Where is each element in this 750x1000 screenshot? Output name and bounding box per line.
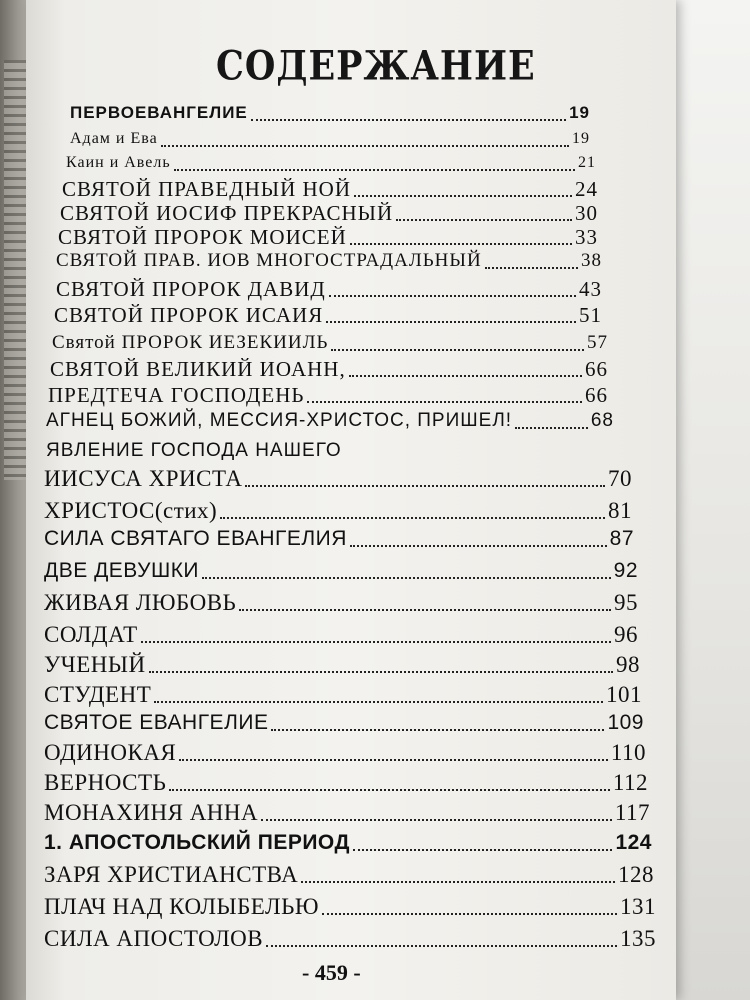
toc-leader-dots	[350, 545, 607, 547]
toc-entry	[44, 648, 640, 682]
toc-leader-dots	[239, 609, 611, 611]
toc-entry-title: СИЛА АПОСТОЛОВ	[44, 926, 264, 951]
toc-entry-title: ИИСУСА ХРИСТА	[44, 466, 243, 491]
toc-entry-title: СВЯТОЙ ВЕЛИКИЙ ИОАНН,	[50, 357, 346, 381]
toc-entry-page: 96	[614, 622, 638, 647]
toc-entry-title: ЯВЛЕНИЕ ГОСПОДА НАШЕГО	[46, 440, 342, 461]
toc-entry-page: 95	[614, 590, 638, 615]
toc-entry-title: ОДИНОКАЯ	[44, 740, 177, 765]
toc-leader-dots	[329, 295, 576, 297]
toc-leader-dots	[301, 881, 615, 883]
toc-entry	[44, 736, 646, 770]
toc-entry-page: 81	[608, 498, 632, 523]
toc-entry-title: СОЛДАТ	[44, 622, 138, 647]
toc-entry-title: СВЯТОЙ ПРОРОК ИСАИЯ	[54, 303, 324, 327]
toc-entry	[44, 922, 656, 956]
toc-entry	[44, 554, 638, 588]
toc-leader-dots	[353, 849, 612, 851]
toc-entry-title: ПЛАЧ НАД КОЛЫБЕЛЬЮ	[44, 894, 319, 919]
toc-entry-page: 87	[609, 527, 634, 550]
previous-page-edge	[4, 60, 26, 480]
toc-entry-page: 117	[614, 800, 650, 825]
toc-entry	[44, 462, 632, 496]
toc-leader-dots	[179, 759, 608, 761]
toc-leader-dots	[266, 945, 617, 947]
toc-entry-page: 33	[575, 225, 598, 249]
toc-entry-page: 19	[569, 103, 590, 122]
toc-entry-title: ПЕРВОЕВАНГЕЛИЕ	[70, 103, 248, 122]
toc-entry-title: ЖИВАЯ ЛЮБОВЬ	[44, 590, 237, 615]
toc-entry-title: АГНЕЦ БОЖИЙ, МЕССИЯ-ХРИСТОС, ПРИШЕЛ!	[46, 410, 513, 431]
toc-entry-page: 109	[607, 711, 644, 734]
toc-entry-title: ЗАРЯ ХРИСТИАНСТВА	[44, 862, 299, 887]
toc-leader-dots	[326, 321, 576, 323]
toc-entry-page: 21	[578, 154, 596, 171]
toc-entry-page: 66	[585, 357, 608, 381]
toc-leader-dots	[245, 485, 605, 487]
toc-entry	[44, 858, 654, 892]
toc-entry-title: Каин и Авель	[66, 154, 171, 171]
toc-entry-page: 92	[613, 559, 638, 582]
toc-entry-page: 128	[618, 862, 654, 887]
toc-entry-title: СВЯТОЙ ПРАВЕДНЫЙ НОЙ	[62, 177, 351, 201]
toc-entry-title: СВЯТОЙ ПРАВ. ИОВ МНОГОСТРАДАЛЬНЫЙ	[56, 250, 482, 271]
toc-entry-page: 66	[585, 383, 608, 407]
background-surface	[676, 0, 750, 1000]
page-heading: СОДЕРЖАНИЕ	[216, 42, 536, 91]
toc-entry-page: 135	[620, 926, 656, 951]
toc-leader-dots	[322, 913, 617, 915]
toc-entry-page: 110	[610, 740, 646, 765]
toc-leader-dots	[251, 119, 566, 121]
toc-entry-title: СТУДЕНТ	[44, 682, 152, 707]
toc-entry	[44, 522, 634, 556]
toc-leader-dots	[154, 701, 603, 703]
toc-entry-page: 30	[575, 201, 598, 225]
toc-entry-title: 1. АПОСТОЛЬСКИЙ ПЕРИОД	[44, 831, 350, 854]
toc-leader-dots	[307, 401, 582, 403]
toc-entry-page: 112	[612, 770, 648, 795]
toc-leader-dots	[331, 349, 584, 351]
toc-entry	[44, 706, 644, 740]
toc-leader-dots	[515, 427, 588, 429]
toc-leader-dots	[261, 819, 612, 821]
toc-entry-page: 38	[581, 250, 602, 271]
toc-entry-title: ХРИСТОС(стих)	[44, 498, 218, 523]
toc-entry-title: СВЯТОЙ ПРОРОК ДАВИД	[56, 277, 326, 301]
toc-entry-title: МОНАХИНЯ АННА	[44, 800, 259, 825]
toc-leader-dots	[485, 267, 578, 269]
toc-entry-title: СИЛА СВЯТАГО ЕВАНГЕЛИЯ	[44, 527, 347, 550]
toc-entry-title: СВЯТОЙ ПРОРОК МОИСЕЙ	[58, 225, 347, 249]
table-of-contents	[26, 0, 676, 1000]
toc-leader-dots	[349, 375, 582, 377]
toc-entry-page: 51	[579, 303, 602, 327]
toc-entry-page: 68	[590, 410, 614, 431]
toc-entry	[44, 890, 656, 924]
toc-leader-dots	[141, 641, 611, 643]
toc-entry-page: 43	[579, 277, 602, 301]
toc-entry-page: 131	[620, 894, 656, 919]
book-page	[26, 0, 676, 1000]
toc-section-heading	[44, 826, 652, 860]
toc-entry-page: 70	[608, 466, 632, 491]
toc-entry-title: СВЯТОЙ ИОСИФ ПРЕКРАСНЫЙ	[60, 201, 394, 225]
toc-entry	[44, 766, 648, 800]
toc-entry-page: 124	[615, 831, 652, 854]
toc-entry-page: 98	[616, 652, 640, 677]
toc-entry-title: Святой ПРОРОК ИЕЗЕКИИЛЬ	[52, 332, 329, 353]
toc-entry-page: 57	[587, 332, 608, 353]
toc-entry-title: УЧЕНЫЙ	[44, 652, 146, 677]
toc-entry-title: ПРЕДТЕЧА ГОСПОДЕНЬ	[48, 383, 305, 407]
toc-entry	[44, 586, 638, 620]
toc-entry	[44, 796, 650, 830]
toc-entry-title: ВЕРНОСТЬ	[44, 770, 167, 795]
toc-entry-title: СВЯТОЕ ЕВАНГЕЛИЕ	[44, 711, 269, 734]
page-number: - 459 -	[302, 960, 361, 985]
toc-leader-dots	[271, 729, 604, 731]
toc-leader-dots	[174, 169, 575, 171]
toc-leader-dots	[220, 517, 605, 519]
toc-leader-dots	[149, 671, 613, 673]
toc-entry-page: 24	[575, 177, 598, 201]
toc-entry-page: 101	[606, 682, 642, 707]
toc-entry-title: ДВЕ ДЕВУШКИ	[44, 559, 200, 582]
toc-entry	[46, 404, 614, 438]
toc-entry	[44, 618, 638, 652]
toc-entry-page: 19	[572, 130, 590, 147]
toc-entry-title: Адам и Ева	[70, 130, 158, 147]
toc-leader-dots	[202, 577, 611, 579]
toc-leader-dots	[169, 789, 610, 791]
